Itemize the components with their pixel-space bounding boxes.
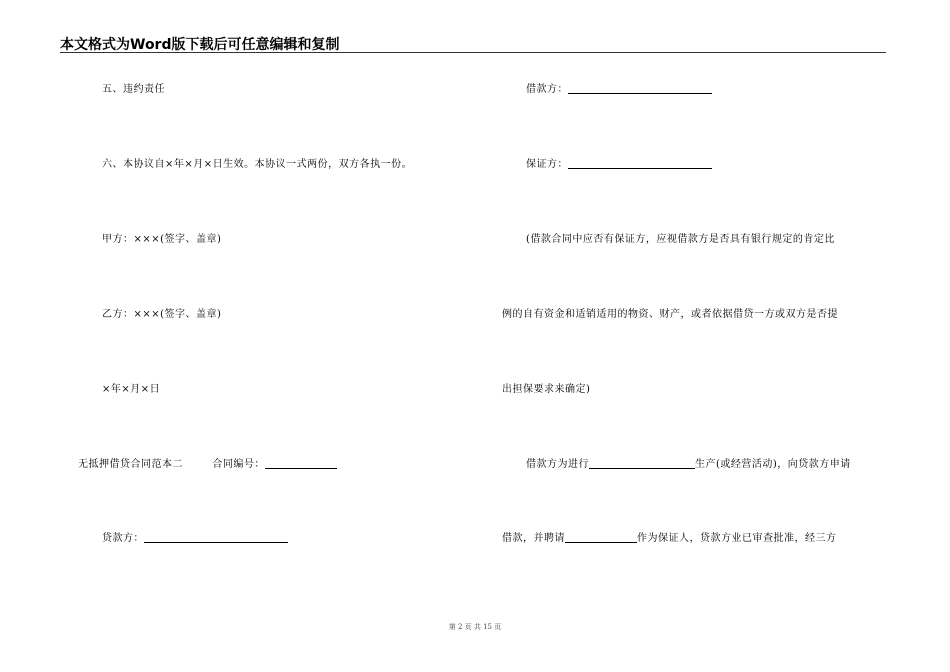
- guarantor-note-line-3: 出担保要求来确定): [502, 384, 591, 395]
- party-a-signature: 甲方：×××(签字、盖章): [102, 234, 222, 245]
- page-header-title: 本文格式为Word版下载后可任意编辑和复制: [60, 37, 340, 53]
- page-number: 第 2 页 共 15 页: [448, 623, 502, 631]
- lender-label: 贷款方：: [102, 533, 144, 544]
- lender-line: [102, 529, 288, 544]
- guarantor-line: [526, 155, 712, 170]
- borrower-label: 借款方：: [526, 84, 568, 95]
- header-divider: [60, 52, 886, 53]
- engagement-prefix: 借款，并聘请: [502, 533, 565, 544]
- guarantor-note-line-1: (借款合同中应否有保证方，应视借款方是否具有银行规定的肯定比: [526, 234, 835, 245]
- section-breach-liability: 五、违约责任: [102, 84, 165, 95]
- contract-number-blank: [265, 458, 337, 469]
- engagement-suffix: 作为保证人，贷款方业已审查批准，经三方: [637, 533, 837, 544]
- loan-purpose-line: [526, 455, 851, 470]
- template-title: 无抵押借贷合同范本二: [78, 459, 183, 470]
- production-blank: [589, 458, 695, 469]
- contract-number-label: 合同编号：: [212, 459, 265, 470]
- borrower-blank: [568, 83, 712, 94]
- guarantor-note-line-2: 例的自有资金和适销适用的物资、财产，或者依据借贷一方或双方是否提: [502, 309, 838, 320]
- signing-date: ×年×月×日: [102, 384, 161, 395]
- borrower-line: [526, 80, 712, 95]
- guarantor-label: 保证方：: [526, 159, 568, 170]
- loan-purpose-prefix: 借款方为进行: [526, 459, 589, 470]
- party-b-signature: 乙方：×××(签字、盖章): [102, 309, 222, 320]
- loan-purpose-suffix: 生产(或经营活动)，向贷款方申请: [695, 459, 851, 470]
- effective-clause: 六、本协议自×年×月×日生效。本协议一式两份，双方各执一份。: [102, 159, 413, 170]
- guarantor-name-blank: [565, 532, 637, 543]
- contract-template-title-line: [78, 455, 337, 470]
- lender-blank: [144, 532, 288, 543]
- guarantor-engagement-line: [502, 529, 837, 544]
- guarantor-blank: [568, 158, 712, 169]
